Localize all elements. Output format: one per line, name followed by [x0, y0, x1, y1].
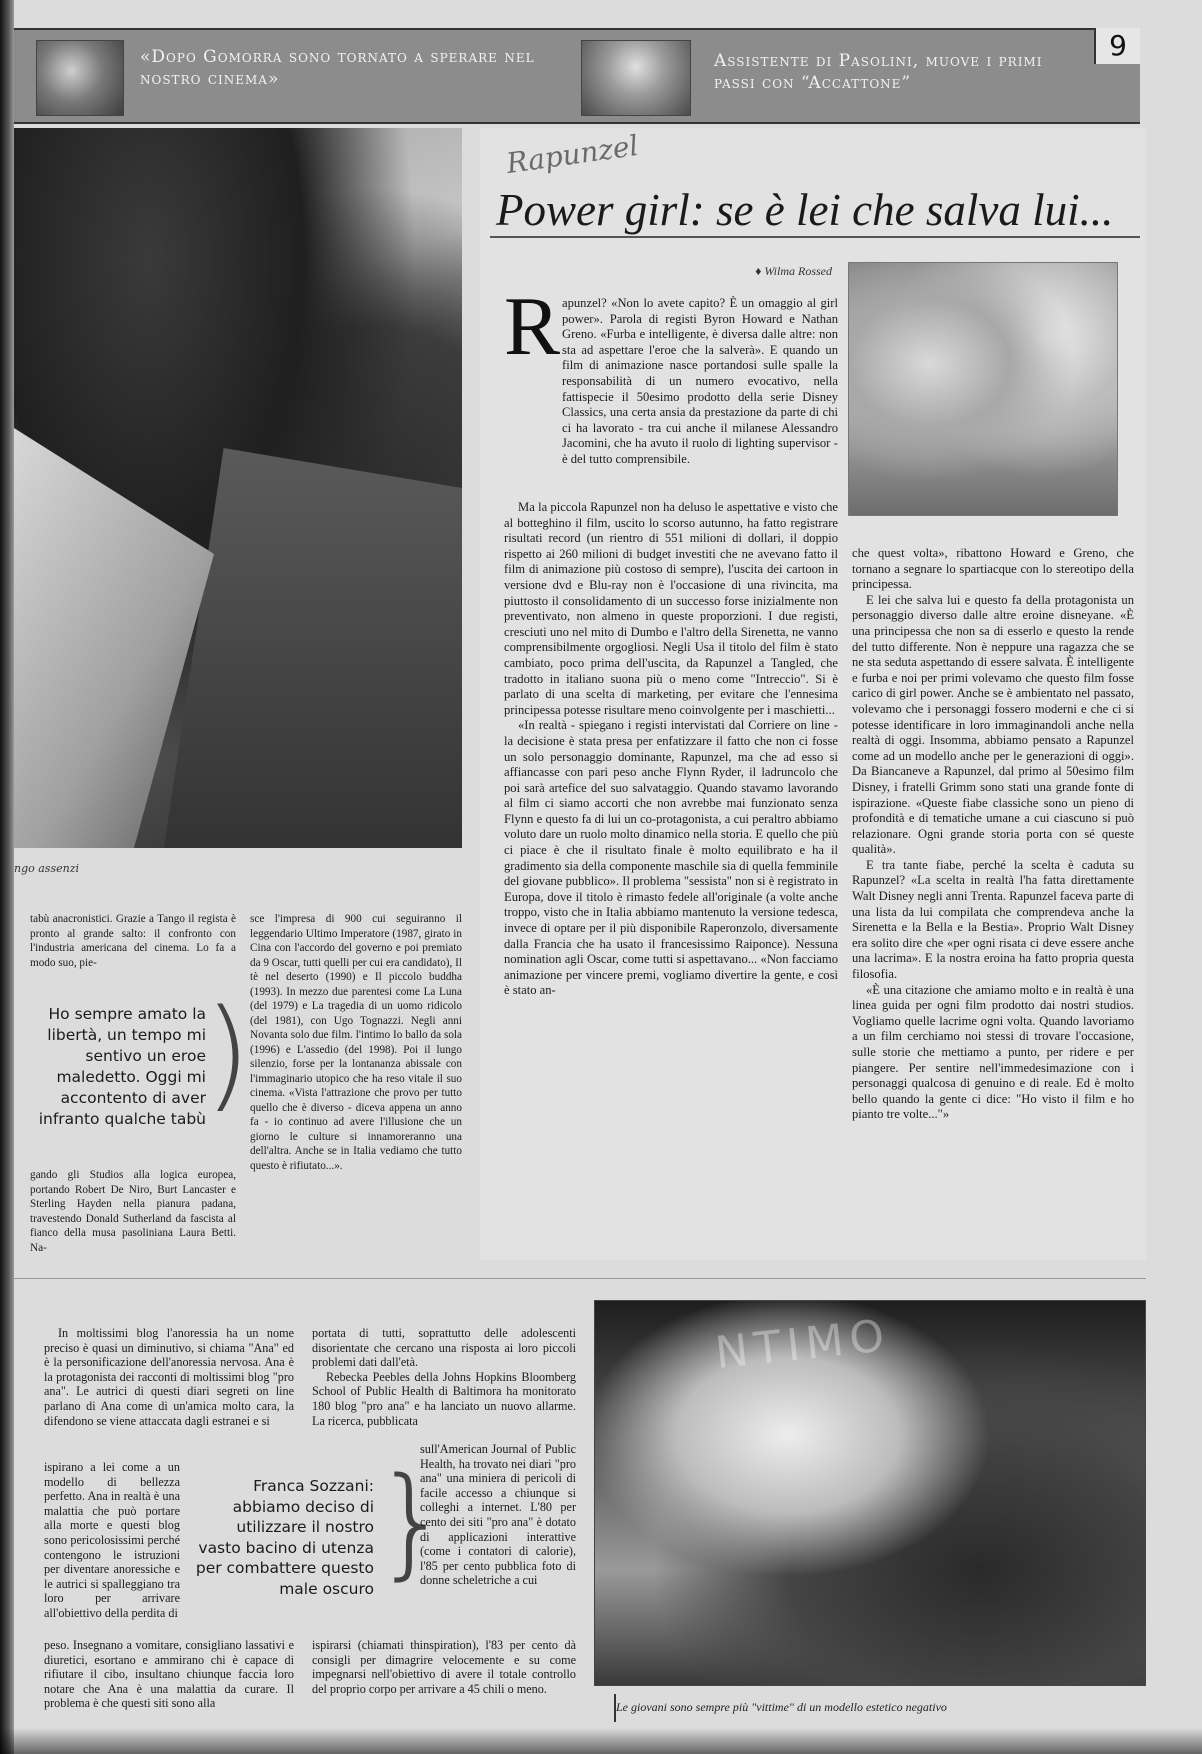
- drop-cap: R: [504, 280, 561, 373]
- bottom-column-1-bottom: peso. Insegnano a vomitare, consigliano lassativi e diuretici, esortano e ammirano chi è capace di rifiutare il cibo, insultano chiunque faccia loro notare che Ana è una malattia da curare. Il problema è che questi siti sono alla: [44, 1638, 294, 1711]
- portrait-jacket: [164, 448, 462, 848]
- bottom-column-2-top: portata di tutti, soprattutto delle adolescenti disorientate che cercano una risposta ai loro piccoli problemi dati dall'età. Rebecka Peebles della Johns Hopkins Bloomberg School of Public Health di Baltimora ha monitorato 180 blog "pro ana" e ha lanciato un nuovo allarme. La ricerca, pubblicata: [312, 1326, 576, 1428]
- page-header: [14, 28, 1140, 124]
- portrait-caption: ngo assenzi: [14, 862, 80, 875]
- pullquote-bracket-icon: ): [204, 985, 251, 1124]
- section-divider: [14, 1278, 1146, 1279]
- fashion-show-photo: [594, 1300, 1146, 1686]
- page-number: 9: [1094, 28, 1140, 64]
- header-right-title: Assistente di Pasolini, muove i primi passi con “Accattone”: [714, 51, 1043, 93]
- headline-rule: [490, 236, 1140, 238]
- header-photo-right: [581, 40, 691, 116]
- portrait-photo: [14, 128, 462, 848]
- pullquote-bracket-icon: }: [374, 1453, 451, 1592]
- bottom-column-2-right: sull'American Journal of Public Health, ha trovato nei diari "pro ana" una miniera di pericoli di facile accesso a chiunque si colleghi a internet. L'80 per cento dei siti "pro ana" è dotato di applicazioni interattive (come i contatori di calorie), l'85 per cento pubblica foto di donne scheletriche a cui: [420, 1442, 576, 1588]
- page-bottom-shadow: [0, 1728, 1202, 1754]
- fashion-photo-caption: Le giovani sono sempre più "vittime" di un modello estetico negativo: [616, 1700, 947, 1714]
- bottom-column-1-mid: ispirano a lei come a un modello di bellezza perfetto. Ana in realtà è una malattia che può portare alla morte e questi blog sono pericolosissimi perché contengono le istruzioni per diventare anoressiche e le autrici si spalleggiano tra loro per arrivare all'obiettivo della perdita di: [44, 1460, 180, 1620]
- bottom-column-1-top: In moltissimi blog l'anoressia ha un nome preciso è quasi un diminutivo, si chiama "Ana" ed è la personificazione dell'anoressia nervosa. Ana è la protagonista dei racconti di moltissimi blog "pro ana". Le autrici di questi diari segreti on line parlano di Ana come di un'amica molto cara, la difendono se viene attaccata dagli estranei e si: [44, 1326, 294, 1428]
- rapunzel-still-photo: [848, 262, 1118, 516]
- article-column-1-intro: apunzel? «Non lo avete capito? È un omaggio al girl power». Parola di registi Byron Howard e Nathan Greno. «Furba e intelligente, è diversa dalle altre: non sta ad aspettare l'eroe che la salverà». E quando un film di animazione nasce portandosi sulle spalle la responsabilità di un numero evocativo, nella fattispecie il 50esimo prodotto della serie Disney Classics, una certa ansia da prestazione da parte di chi ci ha lavorato - tra cui anche il milanese Alessandro Jacomini, che ha avuto il ruolo di lighting supervisor - è del tutto comprensibile.: [562, 296, 838, 466]
- page-spine: [0, 0, 14, 1754]
- header-photo-left: [36, 40, 124, 116]
- article-headline: Power girl: se è lei che salva lui...: [496, 185, 1114, 235]
- bottom-pullquote: Franca Sozzani: abbiamo deciso di utilizzare il nostro vasto bacino di utenza per combattere questo male oscuro: [195, 1477, 374, 1598]
- photo-brand-lettering: NTIMO: [712, 1309, 893, 1380]
- article-column-2: che quest volta», ribattono Howard e Greno, che tornano a segnare lo spartiacque con lo stereotipo della principessa. E lei che salva lui e questo fa della protagonista un personaggio diverso dalle altre eroine disneyane. «È una principessa che non sa di esserlo e questo la rende del tutto differente. Non è neppure una ragazza che se ne sta seduta aspettando di essere salvata. È intelligente e furba e noi per primi volevamo che questo film fosse carico di girl power. Anche se è ambientato nel passato, volevamo che i personaggi fossero moderni e che ci si potesse identificare in loro immaginandoli anche nella realtà di oggi. Insomma, abbiamo pensato a Rapunzel come ad un modello anche per le generazioni di oggi». Da Biancaneve a Rapunzel, dal primo al 50esimo film Disney, i fratelli Grimm sono stati una grande fonte di ispirazione. «Queste fiabe classiche sono un pieno di profondità e di tematiche umane a cui ciascuno si può relazionare. Ogni grande storia porta con sé queste qualità». E tra tante fiabe, perché la scelta è caduta su Rapunzel? «La scelta in realtà l'ha fatta direttamente Walt Disney negli anni Trenta. Rapunzel faceva parte di una lista da lui compilata che comprendeva anche la Sirenetta e la Bella e la Bestia». Proprio Walt Disney era solito dire che «per ogni risata ci deve essere anche una lacrima». E la nostra eroina ha fatto propria questa filosofia. «È una citazione che amiamo molto e in realtà è una linea guida per ogni film prodotto dai nostri studios. Vogliamo quelle lacrime ogni volta. Quando lavoriamo a un film cerchiamo noi stessi di trovare l'occasione, sulle storie che mettiamo a punto, per ridere e per piangere. Per sentire nell'immedesimazione con i personaggi qualcosa di genuino e di reale. Ed è molto bello quando la gente ci dice: "Ho visto il film e ho pianto tre volte..."»: [852, 546, 1134, 1122]
- article-column-1: Ma la piccola Rapunzel non ha deluso le aspettative e visto che al botteghino il film, uscito lo scorso autunno, ha fatto registrare risultati record (un rientro di 551 milioni di dollari, il doppio rispetto ai 260 milioni di budget investiti che ne avevano fatto il film di animazione più costoso di sempre), l'uscita dei cartoon in versione dvd e Blu-ray non è l'occasione di una rivincita, ma piuttosto il consolidamento di un successo forse inizialmente non preventivato, non almeno in queste proporzioni. I due registi, cresciuti uno nel mito di Dumbo e l'altro della Sirenetta, ne vanno comprensibilmente orgogliosi. Negli Usa il titolo del film è stato cambiato, poco prima dell'uscita, da Rapunzel a Tangled, che tradotto in italiano suona più o meno come "Intreccio". Si è parlato di una scelta di marketing, per evitare che l'ennesima principessa potesse risultare meno coinvolgente per i maschietti... «In realtà - spiegano i registi intervistati dal Corriere on line - la decisione è stata presa per enfatizzare il fatto che non ci fosse un solo personaggio dominante, Rapunzel, ma che ad esso si affiancasse con pari peso anche Flynn Ryder, il ladruncolo che poi sarà artefice del suo salvataggio. Quando stavamo lavorando al film ci siamo accorti che non avrebbe mai funzionato senza Flynn e questo fa di lui un co-protagonista, a cui peraltro abbiamo voluto dare un ruolo molto dinamico nella storia. E quello che più ci piace è che il risultato finale è molto equilibrato e ha il gradimento sia della componente maschile sia di quella femminile del giovane pubblico». Il problema "sessista" non si è registrato in Europa, dove il titolo è rimasto fedele all'originale (a volte anche troppo, visto che in Italia abbiamo mantenuto la versione tedesca, invece di optare per il più disponibile Raperonzolo, diversamente dalla Francia che ha usato il francesissimo Raiponce). Nessuna nomination agli Oscar, come tutti si aspettavano... «Non facciamo animazione per vincere premi, vogliamo divertire la gente, e così è stato an-: [504, 500, 838, 998]
- article-byline: ♦ Wilma Rossed: [755, 264, 832, 278]
- header-left-quote: «Dopo Gomorra sono tornato a sperare nel nostro cinema»: [140, 47, 535, 89]
- bottom-column-2-bottom: ispirarsi (chiamati thinspiration), l'83 per cento dà consigli per dimagrire velocemente e su come impegnarsi nell'obiettivo di avere il totale controllo del proprio corpo per arrivare a 45 chili o meno.: [312, 1638, 576, 1696]
- left-pullquote: Ho sempre amato la libertà, un tempo mi sentivo un eroe maledetto. Oggi mi accontento di aver infranto qualche tabù: [38, 1005, 206, 1128]
- left-column-2: sce l'impresa di 900 cui seguiranno il leggendario Ultimo Imperatore (1987, girato in Cina con l'accordo del governo e poi premiato da 9 Oscar, tutti quelli per cui era candidato), Il tè nel deserto (1990) e Il piccolo buddha (1993). In mezzo due parentesi come La Luna (del 1979) e La tragedia di un uomo ridicolo (del 1981), con Ugo Tognazzi. Negli anni Novanta solo due film. l'intimo Io ballo da sola (1996) e L'assedio (del 1998). Poi il lungo silenzio, forse per la lontananza abissale con l'immaginario utopico che ha reso vitale il suo cinema. «Vista l'attrazione che provo per tutto quello che è diverso - diceva appena un anno fa - io continuo ad avere l'illusione che un giorno le culture si innamoreranno una dell'altra. Anche se in Italia vediamo che tutto questo è rifiutato...».: [250, 913, 462, 1172]
- left-column-1-bottom: gando gli Studios alla logica europea, portando Robert De Niro, Burt Lancaster e Sterling Hayden nella pianura padana, travestendo Donald Sutherland da fascista al fianco della musa pasoliniana Laura Betti. Na-: [30, 1169, 236, 1254]
- left-column-1-top: tabù anacronistici. Grazie a Tango il regista è pronto al grande salto: il confronto con l'industria americana del cinema. Lo fa a modo suo, pie-: [30, 913, 236, 969]
- article-kicker: Rapunzel: [504, 128, 641, 181]
